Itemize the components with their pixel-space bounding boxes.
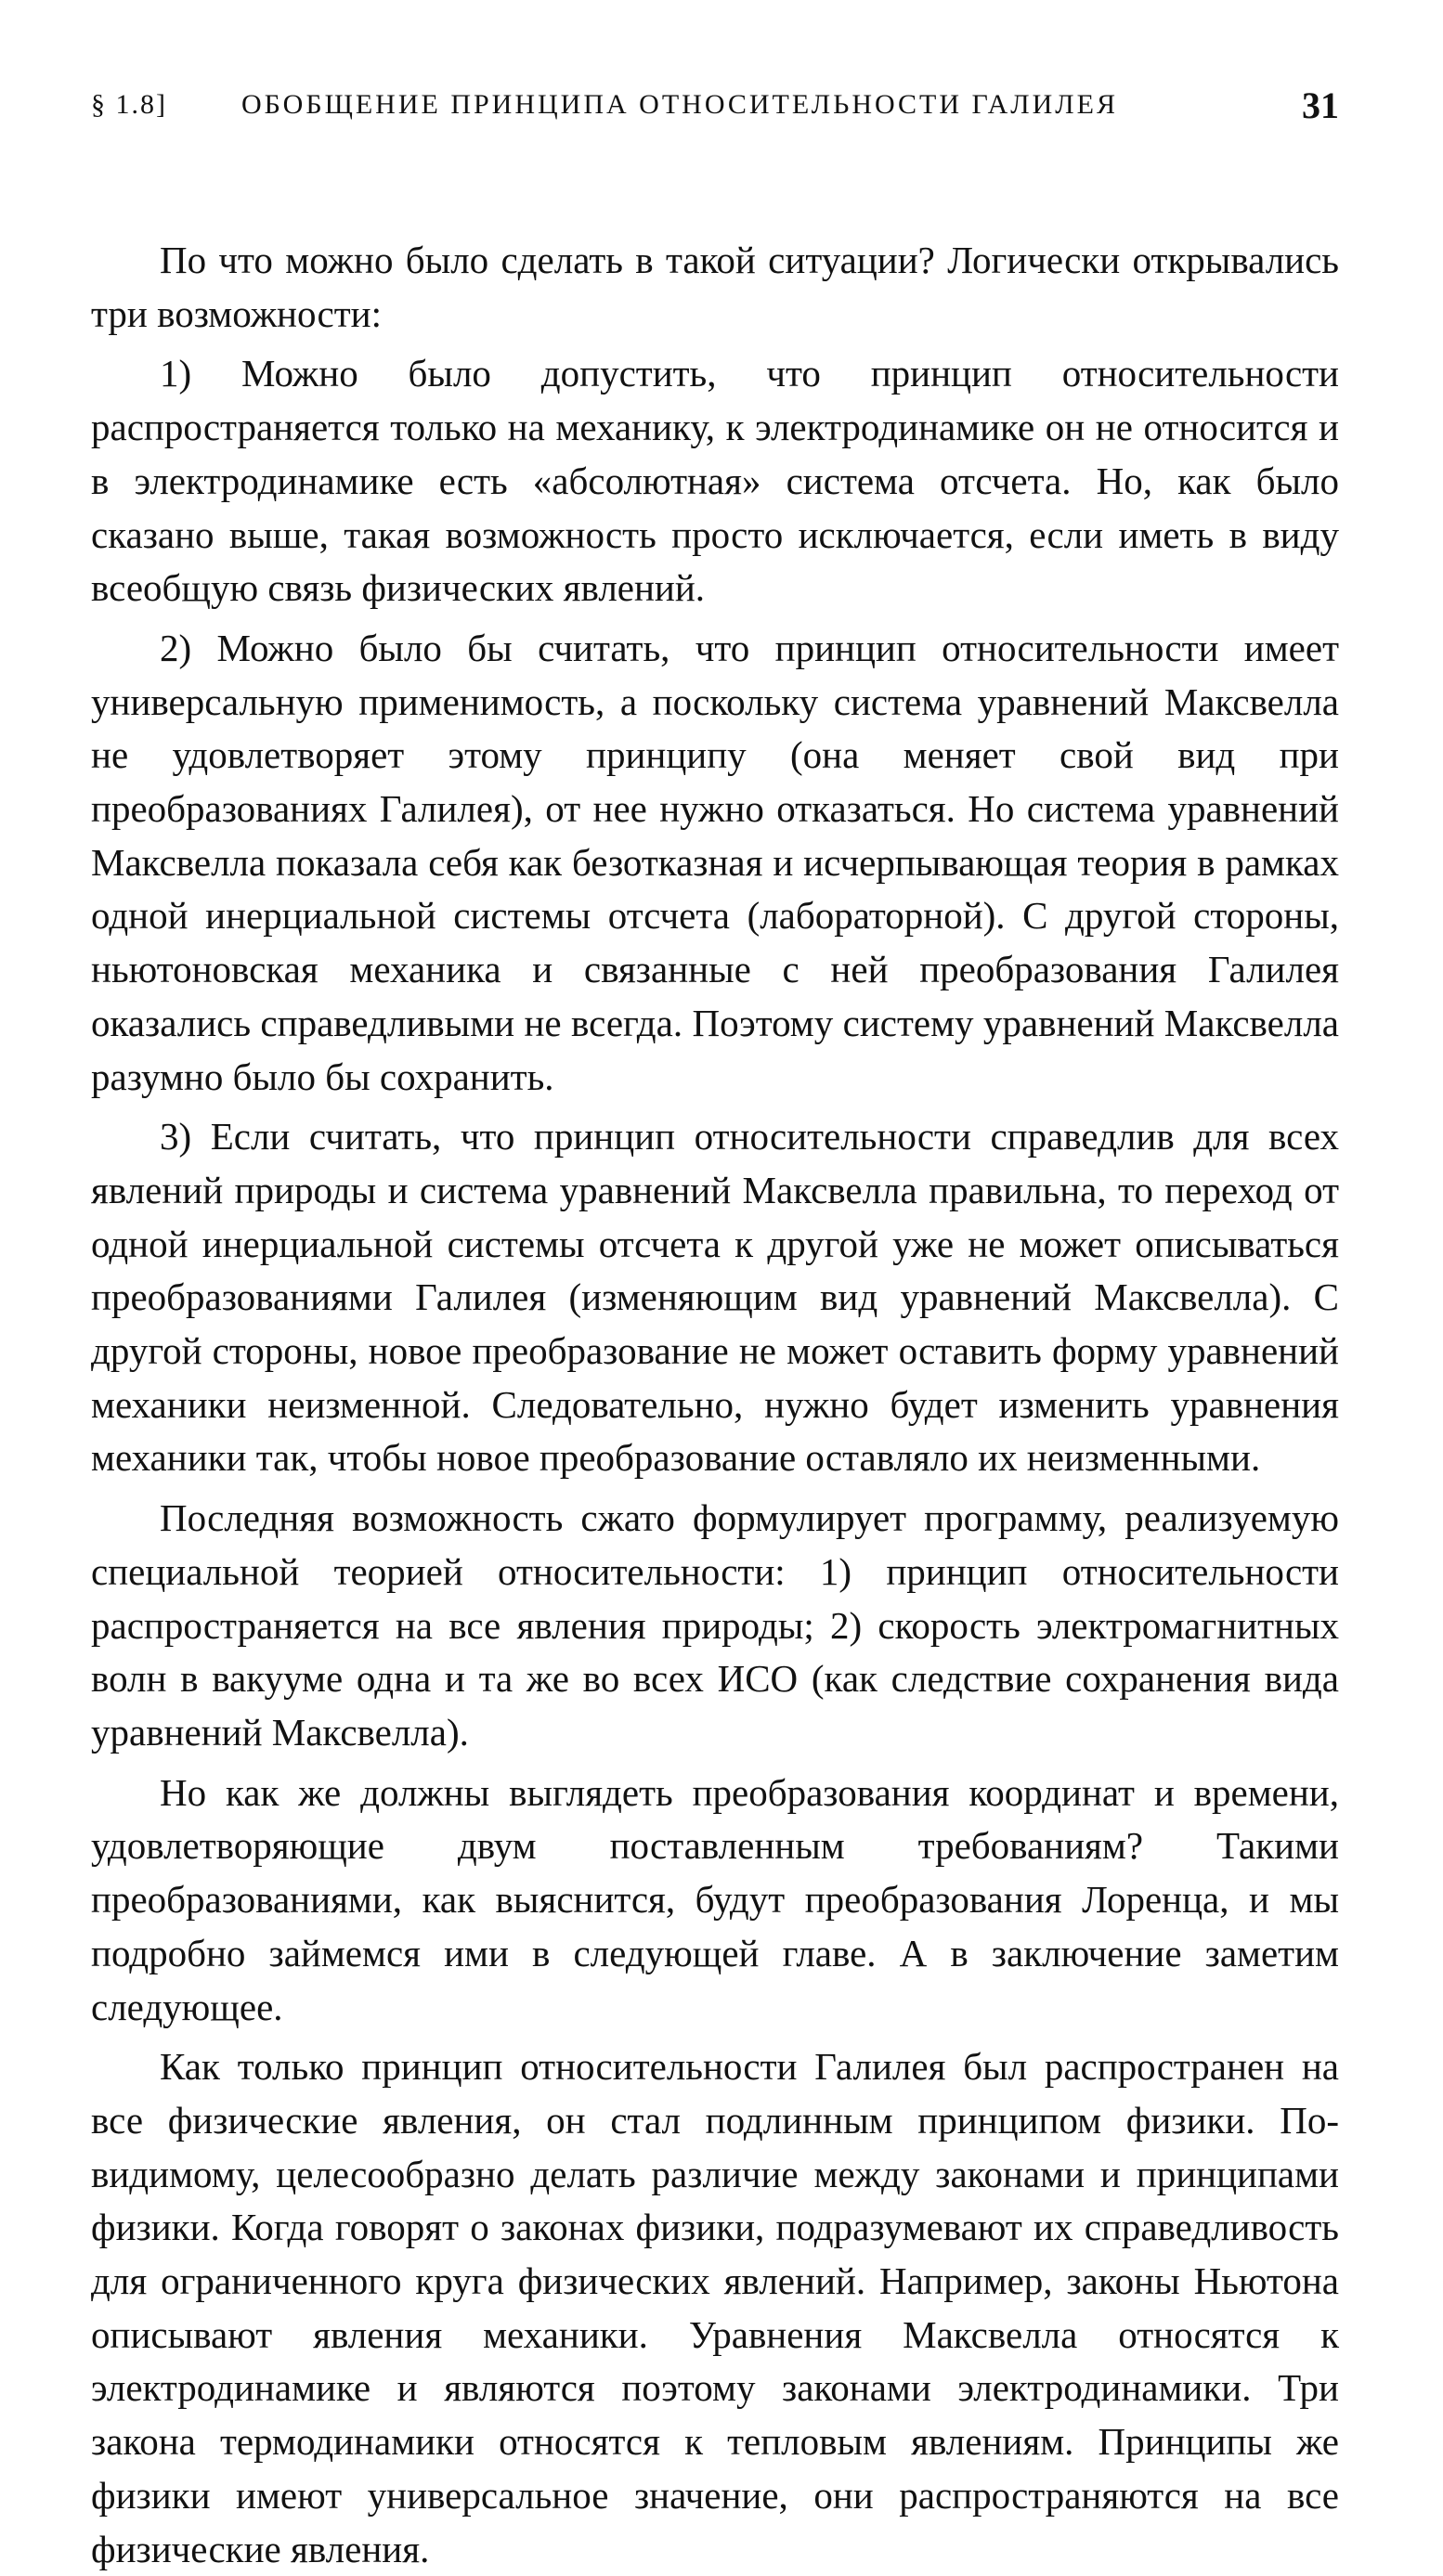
section-number: § 1.8] [91, 89, 167, 120]
paragraph-option-2: 2) Можно было бы считать, что принцип относительности имеет универсальную применимость, а поскольку система уравнений Максвелла не удовлетворяет этому принципу (она меняет свой вид при преобразованиях Галилея), от нее нужно отказаться. Но система уравнений Максвелла показала себя как безотказная и исчерпывающая теория в рамках одной инерциальной системы отсчета (лабораторной). С другой стороны, ньютоновская механика и связанные с ней преобразования Галилея оказались справедливыми не всегда. Поэтому систему уравнений Максвелла разумно было бы сохранить. [91, 626, 1339, 1098]
paragraph-intro: По что можно было сделать в такой ситуации? Логически открывались три возможности: [91, 239, 1339, 335]
paragraph-program: Последняя возможность сжато формулирует программу, реализуемую специальной теорией относительности: 1) принцип относительности распространяется на все явления природы; 2) скорость электромагнитных волн в вакууме одна и та же во всех ИСО (как следствие сохранения вида уравнений Максвелла). [91, 1496, 1339, 1754]
body-text [91, 234, 1339, 2576]
paragraph-lorentz: Но как же должны выглядеть преобразования координат и времени, удовлетворяющие двум поставленным требованиям? Такими преобразованиями, как выяснится, будут преобразования Лоренца, и мы подробно займемся ими в следующей главе. А в заключение заметим следующее. [91, 1770, 1339, 2028]
running-head [91, 80, 1339, 136]
running-title: ОБОБЩЕНИЕ ПРИНЦИПА ОТНОСИТЕЛЬНОСТИ ГАЛИЛЕЯ [241, 89, 1118, 120]
paragraph-option-1: 1) Можно было допустить, что принцип относительности распространяется только на механику, к электродинамике он не относится и в электродинамике есть «абсолютная» система отсчета. Но, как было сказано выше, такая возможность просто исключается, если иметь в виду всеобщую связь физических явлений. [91, 352, 1339, 610]
paragraph-principles: Как только принцип относительности Галилея был распространен на все физические явления, он стал подлинным принципом физики. По-видимому, целесообразно делать различие между законами и принципами физики. Когда говорят о законах физики, подразумевают их справедливость для ограниченного круга физических явлений. Например, законы Ньютона описывают явления механики. Уравнения Максвелла относятся к электродинамике и являются поэтому законами электродинамики. Три закона термодинамики относятся к тепловым явлениям. Принципы же физики имеют универсальное значение, они распространяются на все физические явления. [91, 2045, 1339, 2570]
paragraph-option-3: 3) Если считать, что принцип относительности справедлив для всех явлений природы и система уравнений Максвелла правильна, то переход от одной инерциальной системы отсчета к другой уже не может описываться преобразованиями Галилея (изменяющим вид уравнений Максвелла). С другой стороны, новое преобразование не может оставить форму уравнений механики неизменной. Следовательно, нужно будет изменить уравнения механики так, чтобы новое преобразование оставляло их неизменными. [91, 1115, 1339, 1480]
page-number: 31 [1302, 84, 1339, 126]
